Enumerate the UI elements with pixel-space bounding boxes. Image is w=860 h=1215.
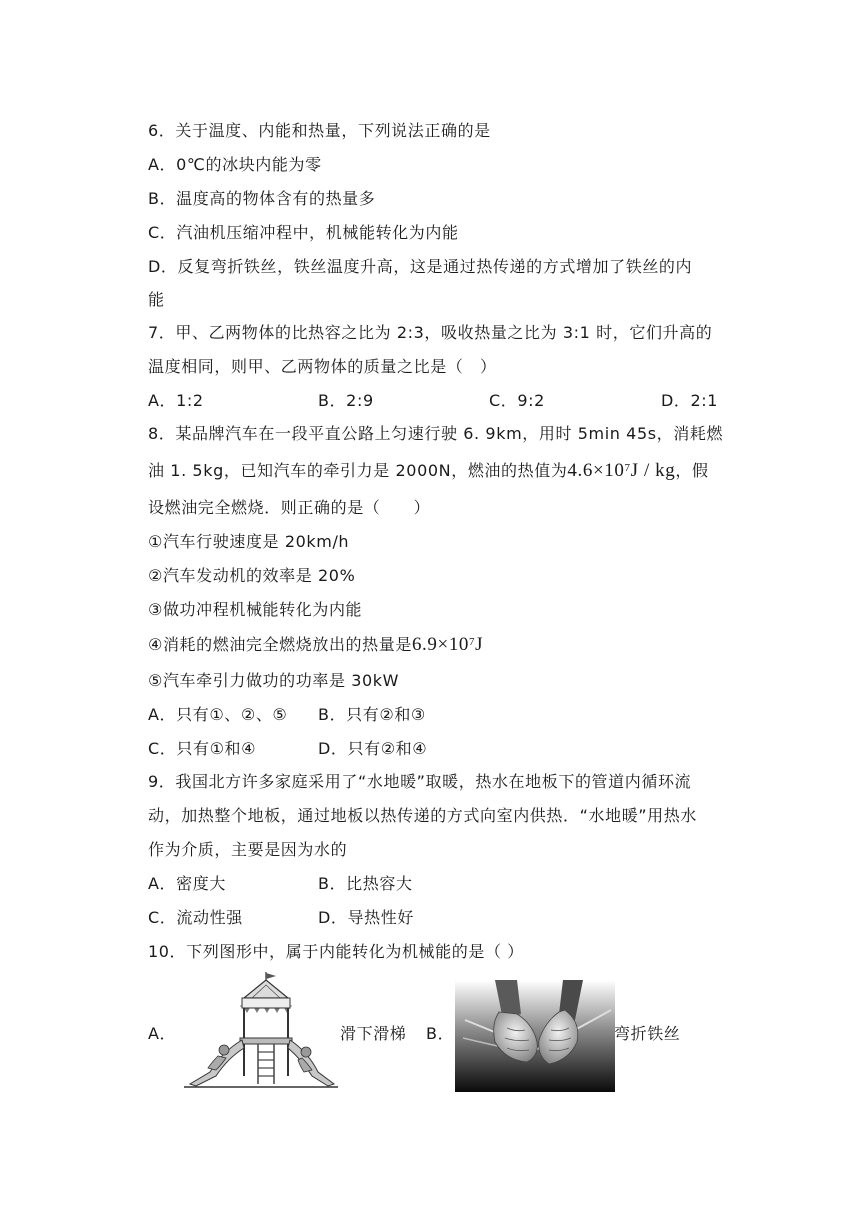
q10-stem: 10．下列图形中，属于内能转化为机械能的是（ ） (148, 942, 524, 961)
q9-option-c: C．流动性强 (148, 908, 243, 927)
q8-option-d: D．只有②和④ (318, 739, 428, 758)
q8-statement-4-text: ④消耗的燃油完全燃烧放出的热量是 (148, 635, 412, 654)
q8-option-c: C．只有①和④ (148, 739, 257, 758)
q7-option-b: B．2:9 (318, 391, 374, 410)
slide-illustration (182, 972, 340, 1090)
q6-option-c: C．汽油机压缩冲程中，机械能转化为内能 (148, 223, 459, 242)
heat-value-unit: J / kg (630, 460, 676, 481)
q9-option-a: A．密度大 (148, 874, 226, 893)
q8-statement-3: ③做功冲程机械能转化为内能 (148, 600, 363, 619)
heat-released-formula (412, 634, 483, 655)
q8-statement-4 (148, 635, 483, 655)
q6-option-b: B．温度高的物体含有的热量多 (148, 189, 376, 208)
q8-option-b: B．只有②和③ (318, 705, 426, 724)
q8-stem-line3: 设燃油完全燃烧．则正确的是（ ） (148, 498, 431, 517)
q10-option-b-caption: 弯折铁丝 (614, 1024, 681, 1043)
q8-statement-2: ②汽车发动机的效率是 20% (148, 566, 356, 585)
q9-option-b: B．比热容大 (318, 874, 413, 893)
q7-option-d: D．2:1 (661, 391, 719, 410)
q8-statement-1: ①汽车行驶速度是 20km/h (148, 532, 350, 551)
q6-option-d-line1: D．反复弯折铁丝，铁丝温度升高，这是通过热传递的方式增加了铁丝的内 (148, 257, 693, 276)
heat-value-base: 4.6×10 (567, 460, 625, 481)
q6-option-d-line2: 能 (148, 290, 165, 309)
q8-stem-line2 (148, 461, 709, 481)
heat-released-base: 6.9×10 (411, 634, 470, 655)
q9-stem-line2: 动，加热整个地板，通过地板以热传递的方式向室内供热．“水地暖”用热水 (148, 806, 697, 825)
q6-stem: 6．关于温度、内能和热量，下列说法正确的是 (148, 121, 491, 140)
q9-option-d: D．导热性好 (318, 908, 414, 927)
bending-wire-photo (455, 980, 615, 1092)
q9-stem-line1: 9．我国北方许多家庭采用了“水地暖”取暖，热水在地板下的管道内循环流 (148, 772, 692, 791)
q10-option-b-label: B． (426, 1024, 455, 1043)
heat-released-unit: J (475, 634, 484, 655)
q7-stem-line1: 7．甲、乙两物体的比热容之比为 2:3，吸收热量之比为 3:1 时，它们升高的 (148, 323, 713, 342)
heat-value-exponent: 7 (624, 462, 631, 474)
q8-stem-line2-text: 油 1. 5kg，已知汽车的牵引力是 2000N，燃油的热值为 (148, 461, 568, 480)
q10-option-a-caption: 滑下滑梯 (340, 1024, 407, 1043)
q9-stem-line3: 作为介质，主要是因为水的 (148, 840, 348, 859)
q10-option-a-label: A． (148, 1024, 177, 1043)
q7-stem-line2: 温度相同，则甲、乙两物体的质量之比是（ ） (148, 357, 497, 376)
q7-option-a: A．1:2 (148, 391, 204, 410)
heat-released-exponent: 7 (469, 636, 476, 648)
q8-option-a: A．只有①、②、⑤ (148, 705, 288, 724)
q8-stem-line2-tail: ，假 (675, 461, 709, 480)
q8-stem-line1: 8．某品牌汽车在一段平直公路上匀速行驶 6. 9km，用时 5min 45s，消耗燃 (148, 424, 724, 443)
q6-option-a: A．0℃的冰块内能为零 (148, 155, 322, 174)
heat-value-formula (567, 460, 675, 481)
q7-option-c: C．9:2 (489, 391, 545, 410)
q8-statement-5: ⑤汽车牵引力做功的功率是 30kW (148, 671, 400, 690)
